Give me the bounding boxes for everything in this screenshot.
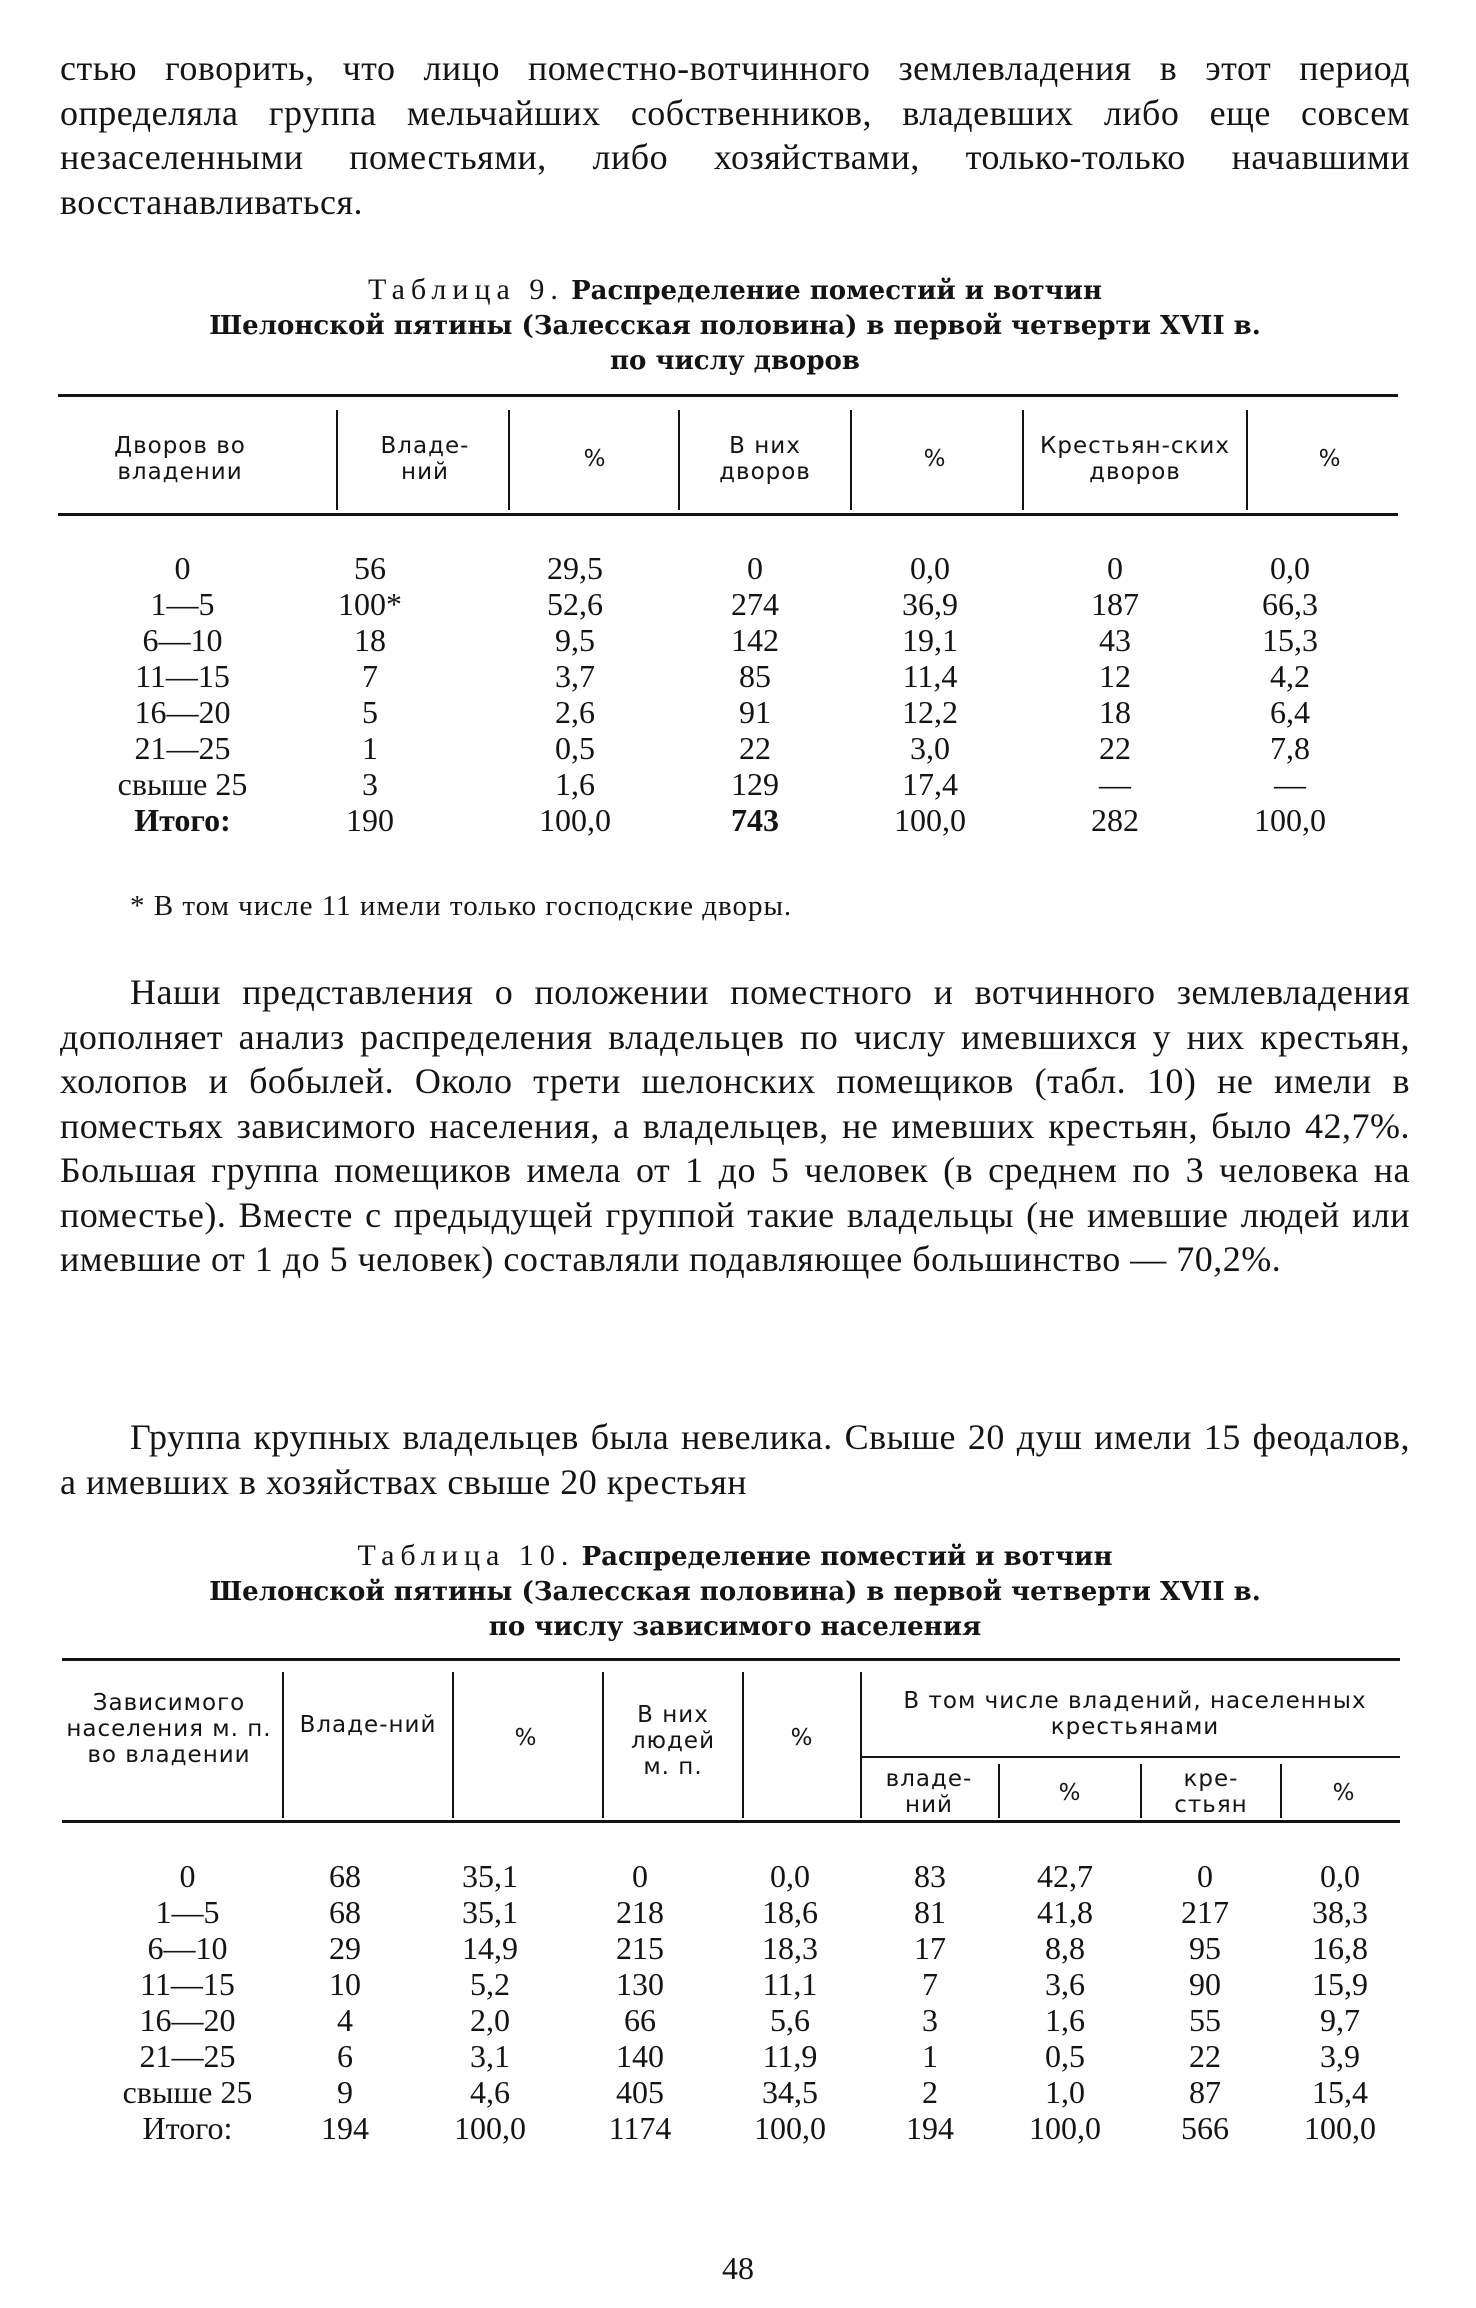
table9-col-divider (336, 410, 338, 510)
table9-cell: 6—10 (142, 622, 223, 658)
table10-cell: 0 (632, 1858, 648, 1894)
table9-header-yards: В них дворов (719, 433, 811, 485)
table10-total-cell: 1174 (608, 2110, 672, 2146)
table10-cell: 3 (922, 2002, 938, 2038)
table9-cell: 22 (739, 730, 771, 766)
table9-cell: 0 (1107, 550, 1123, 586)
table9-cell: 52,6 (547, 586, 603, 622)
table9-cell: 21—25 (134, 730, 231, 766)
table10-cell: 9 (337, 2074, 353, 2110)
table9-cell: 0 (174, 550, 191, 586)
table10-cell: 18,3 (762, 1930, 818, 1966)
table10-cell: 0,0 (1320, 1858, 1360, 1894)
table9-cell: 29,5 (547, 550, 603, 586)
intro-paragraph: стью говорить, что лицо поместно-вотчинного землевладения в этот период определяла группа мельчайших собственников, владевших либо еще совсем незаселенными поместьями, либо хозяйствами, только-только начавшими восстанавливаться. (60, 48, 1410, 222)
table10-total-cell: 100,0 (754, 2110, 826, 2146)
table9-cell: 187 (1091, 586, 1139, 622)
table9-cell: 6,4 (1270, 694, 1310, 730)
table10-cell: 3,1 (470, 2038, 510, 2074)
body-paragraph-3 (60, 1415, 1410, 1504)
table10-cell: 18,6 (762, 1894, 818, 1930)
table9-cell: 1 (362, 730, 378, 766)
table10-subheader-holdings: владе-ний (885, 1766, 973, 1818)
table10-cell: 9,7 (1320, 2002, 1360, 2038)
table10-total-cell: 100,0 (1304, 2110, 1376, 2146)
table10-cell: 17 (914, 1930, 946, 1966)
table10-cell: 15,9 (1312, 1966, 1368, 2002)
table10-cell: 29 (329, 1930, 361, 1966)
table10-cell: 55 (1189, 2002, 1221, 2038)
table9-cell: 4,2 (1270, 658, 1310, 694)
table9-top-rule (58, 394, 1398, 397)
table10-cell: 87 (1189, 2074, 1221, 2110)
table10-total-row (100, 2110, 1405, 2146)
table10-cell: 1 (922, 2038, 938, 2074)
table9-cell: 5 (362, 694, 378, 730)
table10-top-rule (62, 1658, 1400, 1661)
table9-cell: 3 (362, 766, 378, 802)
table9-title-line1: Распределение поместий и вотчин (571, 276, 1102, 306)
table10-cell: свыше 25 (122, 2074, 253, 2110)
table10-cell: 215 (616, 1930, 664, 1966)
table10-subheader-peasants: кре-стьян (1174, 1766, 1248, 1818)
table10-cell: 15,4 (1312, 2074, 1368, 2110)
table10-group-header: В том числе владений, населенных крестьянами (903, 1688, 1367, 1740)
table9-col-divider (1246, 410, 1248, 510)
table9-cell: 0,5 (555, 730, 595, 766)
table9-cell: 0,0 (910, 550, 950, 586)
table10-cell: 16,8 (1312, 1930, 1368, 1966)
paragraph-3-text: Группа крупных владельцев была невелика. Свыше 20 душ имели 15 феодалов, а имевших в хозяйствах свыше 20 крестьян (60, 1417, 1410, 1502)
table9-footnote: * В том числе 11 имели только господские дворы. (130, 890, 793, 922)
table9-cell: 66,3 (1262, 586, 1318, 622)
table9-row (95, 730, 1380, 766)
table10-cell: 4 (337, 2002, 353, 2038)
table10-total-cell: Итого: (142, 2110, 233, 2146)
table10-cell: 140 (616, 2038, 664, 2074)
table9-cell: 1,6 (555, 766, 595, 802)
table10-col-divider (282, 1672, 284, 1818)
paragraph-2-text: Наши представления о положении поместного и вотчинного землевладения дополняет анализ распределения владельцев по числу имевшихся у них крестьян, холопов и бобылей. Около трети шелонских помещиков (табл. 10) не имели в поместьях зависимого населения, а владельцев, не имевших крестьян, было 42,7%. Большая группа помещиков имела от 1 до 5 человек (в среднем по 3 человека на поместье). Вместе с предыдущей группой такие владельцы (не имевшие людей или имевшие от 1 до 5 человек) составляли подавляющее большинство — 70,2%. (60, 972, 1410, 1279)
table9-cell: 129 (731, 766, 779, 802)
table9-cell: 17,4 (902, 766, 958, 802)
table10-subheader-rule (860, 1756, 1400, 1758)
table9-cell: 11—15 (135, 658, 230, 694)
table10-row (100, 2002, 1405, 2038)
table10-cell: 38,3 (1312, 1894, 1368, 1930)
table9-total-cell: 190 (346, 802, 394, 838)
table9-total-row (95, 802, 1380, 838)
table9-cell: 1—5 (150, 586, 215, 622)
table10-cell: 218 (616, 1894, 664, 1930)
table10-header-holdings: Владе-ний (299, 1712, 437, 1738)
table10-subcol-divider (998, 1764, 1000, 1818)
table9-row (95, 586, 1380, 622)
table10-cell: 6 (337, 2038, 353, 2074)
table9-header-households: Дворов во владении (114, 433, 246, 485)
table9-total-cell: Итого: (134, 802, 231, 838)
table10-cell: 7 (922, 1966, 938, 2002)
table10-cell: 6—10 (147, 1930, 228, 1966)
table10-cell: 83 (914, 1858, 946, 1894)
table10-cell: 5,6 (770, 2002, 810, 2038)
table10-cell: 0 (179, 1858, 196, 1894)
table9-cell: 36,9 (902, 586, 958, 622)
table10-header-pct2: % (790, 1725, 814, 1751)
table9-cell: 0,0 (1270, 550, 1310, 586)
table10-col-divider (602, 1672, 604, 1818)
table9-cell: 16—20 (134, 694, 231, 730)
table9-cell: 3,7 (555, 658, 595, 694)
table10-cell: 35,1 (462, 1894, 518, 1930)
table9-cell: 91 (739, 694, 771, 730)
table10-header-people: В них людей м. п. (630, 1702, 716, 1780)
table10-title-line3: по числу зависимого населения (488, 1612, 982, 1642)
table9-col-divider (508, 410, 510, 510)
table10-cell: 1,0 (1045, 2074, 1085, 2110)
table9-total-cell: 100,0 (539, 802, 611, 838)
table9-cell: 18 (354, 622, 386, 658)
table9-cell: 9,5 (555, 622, 595, 658)
table9-cell: 11,4 (902, 658, 958, 694)
table9-row (95, 550, 1380, 586)
table10-cell: 1—5 (155, 1894, 220, 1930)
table10-label: Таблица 10. (357, 1539, 575, 1572)
table10-row (100, 1894, 1405, 1930)
table10-cell: 0,0 (770, 1858, 810, 1894)
table9-cell: 7,8 (1270, 730, 1310, 766)
table10-cell: 42,7 (1037, 1858, 1093, 1894)
table10-header-rule (62, 1820, 1400, 1823)
table10-subcol-divider (1140, 1764, 1142, 1818)
table9-cell: 12 (1099, 658, 1131, 694)
table10-row (100, 1930, 1405, 1966)
table9-col-divider (1022, 410, 1024, 510)
table10-subcol-divider (1280, 1764, 1282, 1818)
table9-cell: 19,1 (902, 622, 958, 658)
table10-total-cell: 566 (1181, 2110, 1229, 2146)
table9-cell: 0 (747, 550, 763, 586)
table9-cell: — (1274, 766, 1306, 802)
table10-cell: 0,5 (1045, 2038, 1085, 2074)
table10-cell: 68 (329, 1894, 361, 1930)
table9-cell: 3,0 (910, 730, 950, 766)
table10-cell: 3,6 (1045, 1966, 1085, 2002)
table10-cell: 21—25 (139, 2038, 236, 2074)
table9-title-line3: по числу дворов (610, 346, 860, 376)
table9-col-divider (678, 410, 680, 510)
table10-col-divider (742, 1672, 744, 1818)
table9-col-divider (850, 410, 852, 510)
table9-header-pct1: % (583, 446, 607, 472)
table10-body (100, 1858, 1405, 2146)
table9-cell: 18 (1099, 694, 1131, 730)
table10-total-cell: 194 (906, 2110, 954, 2146)
table10-cell: 10 (329, 1966, 361, 2002)
table9-total-cell: 100,0 (894, 802, 966, 838)
page-number: 48 (722, 2250, 754, 2286)
table9-cell: 12,2 (902, 694, 958, 730)
table9-row (95, 766, 1380, 802)
table10-cell: 11,9 (762, 2038, 818, 2074)
table10-row (100, 1966, 1405, 2002)
table10-cell: 22 (1189, 2038, 1221, 2074)
table10-row (100, 1858, 1405, 1894)
table10-row (100, 2074, 1405, 2110)
table9-cell: 85 (739, 658, 771, 694)
table9-cell: 7 (362, 658, 378, 694)
table10-cell: 1,6 (1045, 2002, 1085, 2038)
table10-cell: 68 (329, 1858, 361, 1894)
table9-total-cell: 100,0 (1254, 802, 1326, 838)
table9-cell: 22 (1099, 730, 1131, 766)
table10-cell: 5,2 (470, 1966, 510, 2002)
table9-header-pct2: % (923, 446, 947, 472)
table10-cell: 11,1 (762, 1966, 818, 2002)
table10-cell: 34,5 (762, 2074, 818, 2110)
table10-cell: 405 (616, 2074, 664, 2110)
body-paragraph-2 (60, 970, 1410, 1282)
table10-row (100, 2038, 1405, 2074)
table9-cell: 2,6 (555, 694, 595, 730)
table9-header-peasant-yards: Крестьян-ских дворов (1040, 433, 1230, 485)
table10-cell: 14,9 (462, 1930, 518, 1966)
table10-total-cell: 100,0 (454, 2110, 526, 2146)
table10-cell: 90 (1189, 1966, 1221, 2002)
table10-header-dependents: Зависимого населения м. п. во владении (66, 1690, 272, 1768)
table10-cell: 8,8 (1045, 1930, 1085, 1966)
table10-cell: 3,9 (1320, 2038, 1360, 2074)
table10-cell: 2,0 (470, 2002, 510, 2038)
table9-cell: свыше 25 (117, 766, 248, 802)
table10-col-divider (860, 1672, 862, 1818)
table9-row (95, 622, 1380, 658)
table10-total-cell: 194 (321, 2110, 369, 2146)
table10-cell: 2 (922, 2074, 938, 2110)
table9-cell: 15,3 (1262, 622, 1318, 658)
table10-cell: 81 (914, 1894, 946, 1930)
table9-label: Таблица 9. (368, 273, 564, 306)
table9-body (95, 550, 1380, 838)
table10-title-line1: Распределение поместий и вотчин (581, 1542, 1113, 1572)
table10-cell: 41,8 (1037, 1894, 1093, 1930)
table10-cell: 217 (1181, 1894, 1229, 1930)
table10-cell: 0 (1197, 1858, 1213, 1894)
table10-cell: 35,1 (462, 1858, 518, 1894)
table10-cell: 66 (624, 2002, 656, 2038)
table9-header-pct3: % (1318, 446, 1342, 472)
table9-cell: — (1099, 766, 1131, 802)
table9-total-cell: 282 (1091, 802, 1139, 838)
table10-header-pct1: % (514, 1725, 538, 1751)
table9-cell: 142 (731, 622, 779, 658)
table9-row (95, 694, 1380, 730)
table10-caption (60, 1539, 1410, 1644)
table10-title-line2: Шелонской пятины (Залесская половина) в первой четверти XVII в. (209, 1577, 1261, 1607)
table9-row (95, 658, 1380, 694)
table9-cell: 43 (1099, 622, 1131, 658)
table9-cell: 56 (354, 550, 386, 586)
table10-col-divider (452, 1672, 454, 1818)
table10-cell: 16—20 (139, 2002, 236, 2038)
table9-total-cell: 743 (731, 802, 779, 838)
table9-cell: 274 (731, 586, 779, 622)
table10-cell: 11—15 (140, 1966, 235, 2002)
table9-caption (60, 273, 1410, 378)
table9-header-rule (58, 513, 1398, 516)
table9-header-holdings: Владе-ний (380, 433, 470, 485)
table10-total-cell: 100,0 (1029, 2110, 1101, 2146)
table9-cell: 100* (338, 586, 402, 622)
table10-cell: 95 (1189, 1930, 1221, 1966)
table10-subheader-pct2: % (1332, 1780, 1356, 1806)
table9-title-line2: Шелонской пятины (Залесская половина) в первой четверти XVII в. (209, 311, 1261, 341)
table10-cell: 4,6 (470, 2074, 510, 2110)
table10-cell: 130 (616, 1966, 664, 2002)
table10-subheader-pct1: % (1058, 1780, 1082, 1806)
